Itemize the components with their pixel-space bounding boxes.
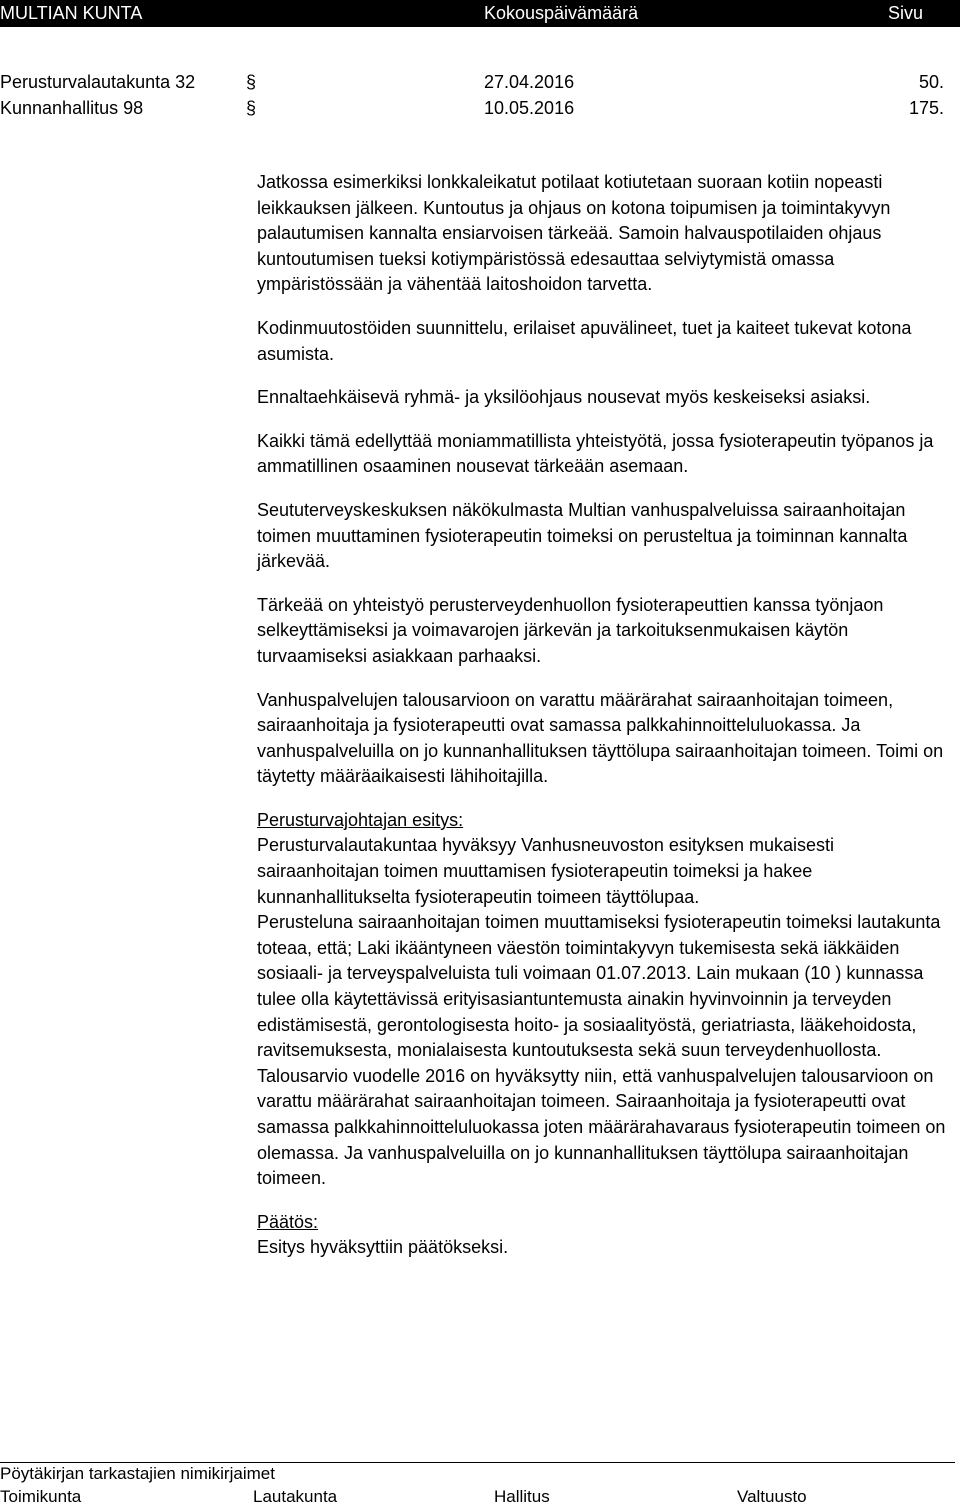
section-sign-icon: § (246, 72, 257, 92)
meeting-date-label: Kokouspäivämäärä (484, 3, 639, 23)
footer-divider (0, 1462, 955, 1463)
meeting-body: Kunnanhallitus 98 (0, 98, 144, 118)
section-number: 175. (909, 98, 945, 118)
document-body (257, 170, 960, 1261)
footer-column-committee: Toimikunta (0, 1487, 82, 1506)
document-header-bar (0, 0, 960, 27)
meeting-body: Perusturvalautakunta 32 (0, 72, 196, 92)
paragraph: Jatkossa esimerkiksi lonkkaleikatut potilaat kotiutetaan suoraan kotiin nopeasti leikkauksen jälkeen. Kuntoutus ja ohjaus on kotona toipumisen ja toimintakyvyn palautumisen kannalta ensiarvoisen tärkeää. Samoin halvauspotilaiden ohjaus kuntoutumisen tueksi kotiympäristössä edesauttaa selviytymistä omassa ympäristössään ja vähentää laitoshoidon tarvetta. (257, 172, 891, 295)
footer-column-council: Valtuusto (737, 1487, 807, 1506)
proposal-text: Perusturvalautakuntaa hyväksyy Vanhusneuvoston esityksen mukaisesti sairaanhoitajan toimen muuttamisen fysioterapeutin toimeksi ja hakee kunnanhallitukselta fysioterapeutin toimeen täyttölupaa. (257, 835, 834, 907)
section-number: 50. (919, 72, 945, 92)
footer-title: Pöytäkirjan tarkastajien nimikirjaimet (0, 1464, 275, 1483)
municipality-name: MULTIAN KUNTA (0, 3, 143, 23)
page-label: Sivu (888, 3, 924, 23)
paragraph: Kaikki tämä edellyttää moniammatillista yhteistyötä, jossa fysioterapeutin työpanos ja ammatillinen osaaminen nousevat tärkeään asemaan. (257, 430, 934, 477)
meeting-date: 10.05.2016 (484, 98, 575, 118)
proposal-rationale: Perusteluna sairaanhoitajan toimen muuttamiseksi fysioterapeutin toimeksi lautakunta toteaa, että; Laki ikääntyneen väestön toimintakyvyn tukemisesta sekä iäkkäiden sosiaali- ja terveyspalveluista tuli voimaan 01.07.2013. Lain mukaan (10 ) kunnassa tulee olla käytettävissä erityisasiantuntemusta ainakin hyvinvoinnin ja terveyden edistämisestä, gerontologisesta hoito- ja sosiaalityöstä, geriatriasta, lääkehoidosta, ravitsemuksesta, monialaisesta kuntoutuksesta sekä suun terveydenhuollosta. Talousarvio vuodelle 2016 on hyväksytty niin, että vanhuspalvelujen talousarvioon on varattu määrärahat sairaanhoitajan toimeen. Sairaanhoitaja ja fysioterapeutti ovat samassa palkkahinnoitteluluokassa joten määrärahavaraus fysioterapeutin toimeen on olemassa. Ja vanhuspalveluilla on jo kunnanhallituksen täyttölupa sairaanhoitajan toimeen. (257, 912, 946, 1189)
section-sign-icon: § (246, 98, 257, 118)
paragraph: Seututerveyskeskuksen näkökulmasta Multian vanhuspalveluissa sairaanhoitajan toimen muuttaminen fysioterapeutin toimeksi on perusteltua ja toiminnan kannalta järkevää. (257, 499, 908, 572)
proposal-heading: Perusturvajohtajan esitys: (257, 809, 464, 830)
footer-column-government: Hallitus (494, 1487, 550, 1506)
footer-column-board: Lautakunta (253, 1487, 338, 1506)
meeting-date: 27.04.2016 (484, 72, 575, 92)
decision-heading: Päätös: (257, 1211, 319, 1232)
paragraph: Vanhuspalvelujen talousarvioon on varattu määrärahat sairaanhoitajan toimeen, sairaanhoitaja ja fysioterapeutti ovat samassa palkkahinnoitteluluokassa. Ja vanhuspalveluilla on jo kunnanhallituksen täyttölupa sairaanhoitajan toimeen. Toimi on täytetty määräaikaisesti lähihoitajilla. (257, 689, 944, 787)
decision-text: Esitys hyväksyttiin päätökseksi. (257, 1237, 509, 1258)
paragraph: Tärkeää on yhteistyö perusterveydenhuollon fysioterapeuttien kanssa työnjaon selkeyttämiseksi ja voimavarojen järkevän ja tarkoituksenmukaisen käytön turvaamiseksi asiakkaan parhaaksi. (257, 594, 884, 666)
paragraph: Ennaltaehkäisevä ryhmä- ja yksilöohjaus nousevat myös keskeiseksi asiaksi. (257, 387, 871, 408)
paragraph: Kodinmuutostöiden suunnittelu, erilaiset apuvälineet, tuet ja kaiteet tukevat kotona asumista. (257, 317, 912, 364)
